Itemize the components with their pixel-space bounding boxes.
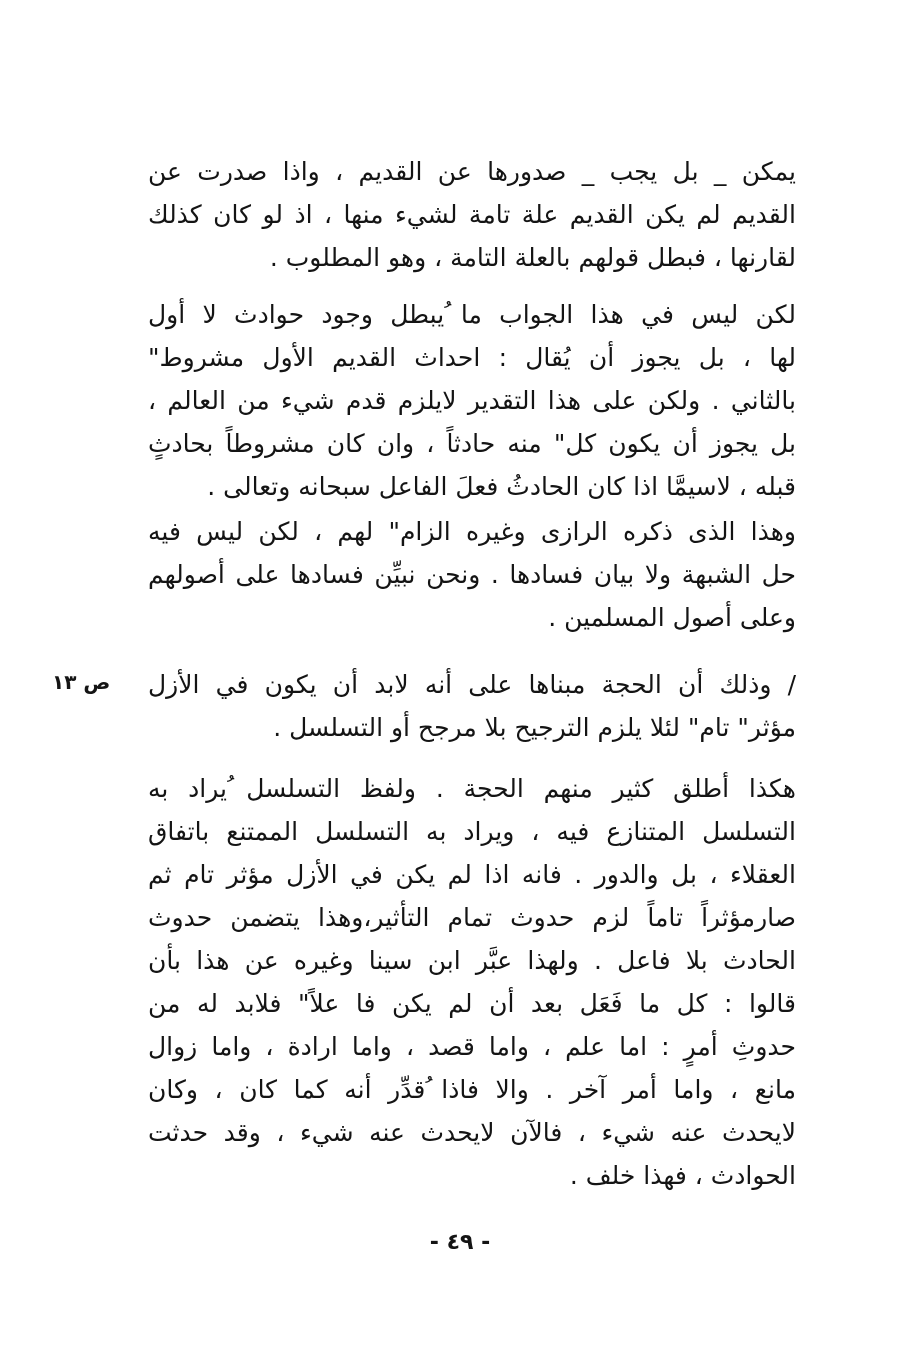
text-line: القديم لم يكن القديم علة تامة لشيء منها ، اذ لو كان كذلك <box>148 200 796 229</box>
paragraph-5 <box>148 767 796 1197</box>
text-line: مؤثر" تام" لئلا يلزم الترجيح بلا مرجح أو التسلسل . <box>273 713 796 742</box>
text-line: التسلسل المتنازع فيه ، ويراد به التسلسل الممتنع باتفاق <box>148 817 796 846</box>
margin-page-reference: ص ١٣ <box>52 670 111 694</box>
text-line: لايحدث عنه شيء ، فالآن لايحدث عنه شيء ، وقد حدثت <box>148 1118 796 1147</box>
text-line: الحادث بلا فاعل . ولهذا عبَّر ابن سينا وغيره عن هذا بأن <box>148 946 796 975</box>
text-line: صارمؤثراً تاماً لزم حدوث تمام التأثير،وهذا يتضمن حدوث <box>148 903 796 932</box>
text-line: حدوثِ أمرٍ : اما علم ، واما قصد ، واما ارادة ، واما زوال <box>148 1032 796 1061</box>
paragraph-2 <box>148 293 796 508</box>
text-line: قالوا : كل ما فَعَل بعد أن لم يكن فا علاً" فلابد له من <box>148 989 796 1018</box>
text-line: لكن ليس في هذا الجواب ما ُيبطل وجود حوادث لا أول <box>148 300 796 329</box>
page-number: - ٤٩ - <box>429 1230 491 1255</box>
paragraph-3 <box>148 510 796 639</box>
text-line: العقلاء ، بل والدور . فانه اذا لم يكن في الأزل مؤثر تام ثم <box>148 860 796 889</box>
text-line: وهذا الذى ذكره الرازى وغيره الزام" لهم ، لكن ليس فيه <box>148 517 796 546</box>
text-line: مانع ، واما أمر آخر . والا فاذا ُقدِّر أنه كما كان ، وكان <box>148 1075 796 1104</box>
text-line: قبله ، لاسيمَّا اذا كان الحادثُ فعلَ الفاعل سبحانه وتعالى . <box>207 472 796 501</box>
text-line: حل الشبهة ولا بيان فسادها . ونحن نبيِّن فسادها على أصولهم <box>148 560 796 589</box>
text-line: بالثاني . ولكن على هذا التقدير لايلزم قدم شيء من العالم ، <box>148 386 796 415</box>
text-line: هكذا أطلق كثير منهم الحجة . ولفظ التسلسل ُيراد به <box>148 774 796 803</box>
text-line: وعلى أصول المسلمين . <box>548 603 796 632</box>
text-line: لها ، بل يجوز أن يُقال : احداث القديم الأول مشروط" <box>148 343 796 372</box>
text-line: / وذلك أن الحجة مبناها على أنه لابد أن يكون في الأزل <box>148 670 796 699</box>
text-line: يمكن _ بل يجب _ صدورها عن القديم ، واذا صدرت عن <box>148 157 796 186</box>
paragraph-4 <box>148 663 796 749</box>
text-line: الحوادث ، فهذا خلف . <box>569 1161 796 1190</box>
text-line: لقارنها ، فبطل قولهم بالعلة التامة ، وهو المطلوب . <box>269 243 796 272</box>
paragraph-1 <box>148 150 796 279</box>
text-line: بل يجوز أن يكون كل" منه حادثاً ، وان كان مشروطاً بحادثٍ <box>148 429 796 458</box>
